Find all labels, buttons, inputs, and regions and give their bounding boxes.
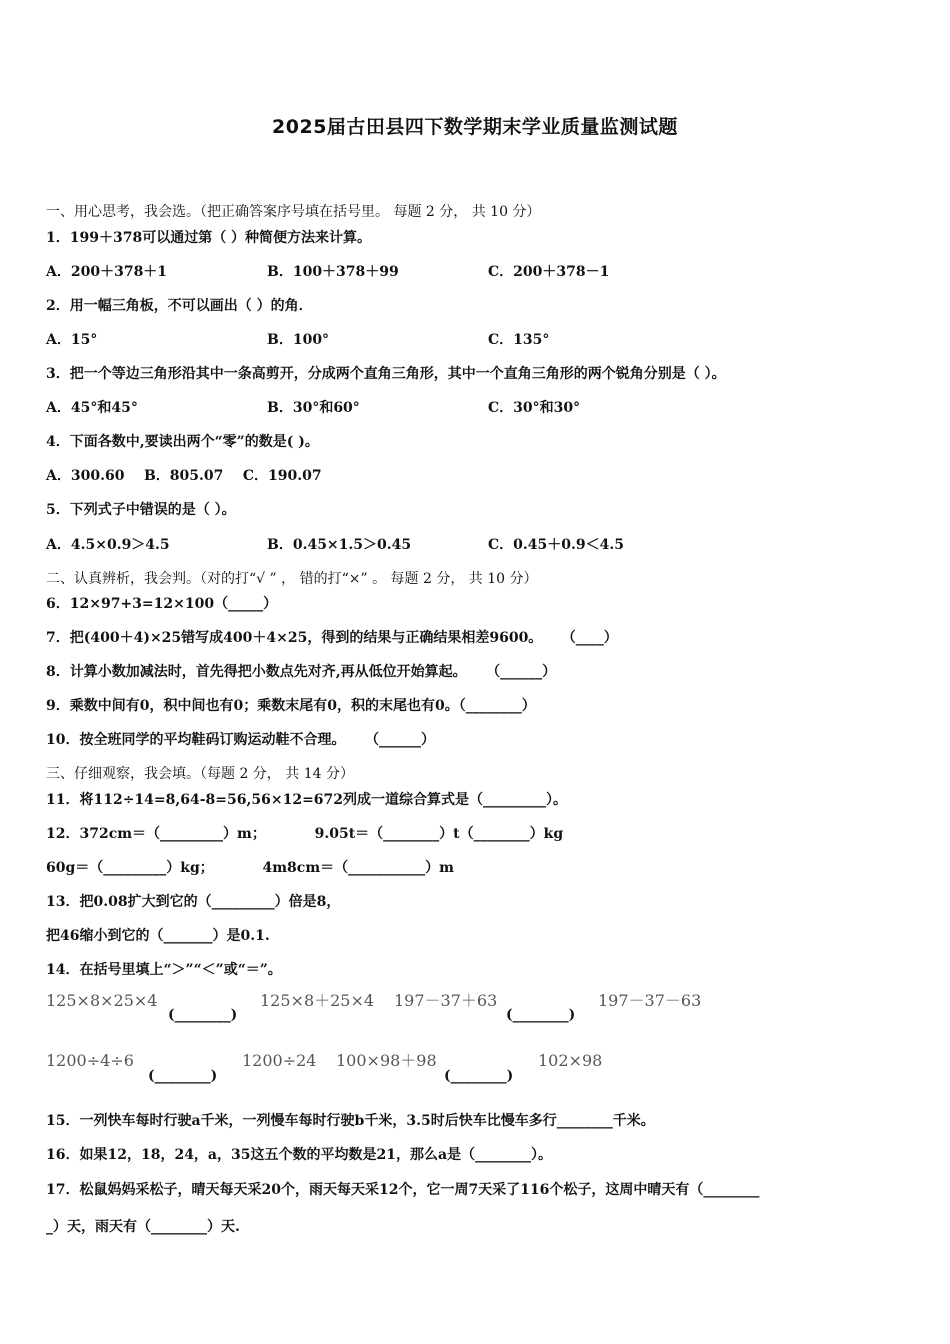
page-title: 2025届古田县四下数学期末学业质量监测试题 <box>272 116 678 138</box>
question-2-stem: 2．用一幅三角板，不可以画出（ ）的角． <box>46 298 313 314</box>
question-13-line-2: 把46缩小到它的（_______）是0.1. <box>46 928 270 944</box>
question-15: 15．一列快车每时行驶a千米，一列慢车每时行驶b千米，3.5时后快车比慢车多行________千米。 <box>46 1113 655 1129</box>
question-4-options: A．300.60 B．805.07 C．190.07 <box>46 468 322 484</box>
q14-expression-3: 197－37＋63 <box>394 991 498 1010</box>
question-1-option-c: C．200＋378－1 <box>488 264 610 280</box>
question-17-line-2: _）天，雨天有（________）天. <box>46 1219 240 1235</box>
question-1-stem: 1．199＋378可以通过第（ ）种简便方法来计算。 <box>46 230 372 246</box>
question-3-option-c: C．30°和30° <box>488 400 581 416</box>
question-6: 6．12×97+3=12×100（_____） <box>46 596 278 612</box>
question-12-line-2: 60g＝（_________）kg； 4m8cm＝（___________）m <box>46 860 454 876</box>
q14-blank-2[interactable]: (________) <box>506 1007 576 1023</box>
q14-blank-3[interactable]: (________) <box>148 1068 218 1084</box>
q14-expression-7: 100×98＋98 <box>336 1051 437 1070</box>
question-14-stem: 14．在括号里填上“＞”“＜”或“＝”。 <box>46 962 282 978</box>
q14-blank-4[interactable]: (________) <box>444 1068 514 1084</box>
q14-expression-6: 1200÷24 <box>242 1051 317 1070</box>
question-3-option-b: B．30°和60° <box>267 400 360 416</box>
question-17-line-1: 17．松鼠妈妈采松子，晴天每天采20个，雨天每天采12个，它一周7天采了116个松子，这周中晴天有（________ <box>46 1182 760 1198</box>
question-12-line-1: 12．372cm＝（_________）m； 9.05t＝（________）t（________）kg <box>46 826 564 842</box>
question-5-option-b: B．0.45×1.5＞0.45 <box>267 537 412 553</box>
question-3-stem: 3．把一个等边三角形沿其中一条高剪开，分成两个直角三角形，其中一个直角三角形的两个锐角分别是（ ）。 <box>46 366 726 382</box>
question-16: 16．如果12，18，24，a，35这五个数的平均数是21，那么a是（________）。 <box>46 1147 553 1163</box>
question-7: 7．把(400＋4)×25错写成400＋4×25，得到的结果与正确结果相差9600。 （____） <box>46 630 618 646</box>
q14-expression-1: 125×8×25×4 <box>46 991 158 1010</box>
question-8: 8．计算小数加减法时，首先得把小数点先对齐,再从低位开始算起。 （______） <box>46 664 557 680</box>
question-13-line-1: 13．把0.08扩大到它的（_________）倍是8， <box>46 894 341 910</box>
question-3-option-a: A．45°和45° <box>46 400 138 416</box>
q14-expression-4: 197－37－63 <box>598 991 702 1010</box>
question-9: 9．乘数中间有0，积中间也有0；乘数末尾有0，积的末尾也有0。（________） <box>46 698 536 714</box>
question-4-stem: 4．下面各数中,要读出两个“零”的数是( )。 <box>46 434 319 450</box>
question-2-option-b: B．100° <box>267 332 330 348</box>
question-2-option-c: C．135° <box>488 332 550 348</box>
question-5-option-a: A．4.5×0.9＞4.5 <box>46 537 170 553</box>
section-heading-fill: 三、仔细观察，我会填。（每题 2 分， 共 14 分） <box>46 766 354 782</box>
q14-expression-2: 125×8＋25×4 <box>260 991 375 1010</box>
question-5-stem: 5．下列式子中错误的是（ ）。 <box>46 502 236 518</box>
question-5-option-c: C．0.45＋0.9＜4.5 <box>488 537 624 553</box>
question-1-option-a: A．200＋378＋1 <box>46 264 168 280</box>
section-heading-judge: 二、认真辨析，我会判。（对的打“√ ” ， 错的打“×” 。 每题 2 分， 共 10 分） <box>46 571 538 587</box>
question-2-option-a: A．15° <box>46 332 98 348</box>
section-heading-choice: 一、用心思考，我会选。（把正确答案序号填在括号里。 每题 2 分， 共 10 分） <box>46 204 541 220</box>
q14-expression-5: 1200÷4÷6 <box>46 1051 134 1070</box>
question-1-option-b: B．100＋378＋99 <box>267 264 399 280</box>
q14-expression-8: 102×98 <box>538 1051 603 1070</box>
q14-blank-1[interactable]: (________) <box>168 1007 238 1023</box>
question-10: 10．按全班同学的平均鞋码订购运动鞋不合理。 （______） <box>46 732 435 748</box>
question-11: 11．将112÷14=8,64-8=56,56×12=672列成一道综合算式是（_________）。 <box>46 792 568 808</box>
